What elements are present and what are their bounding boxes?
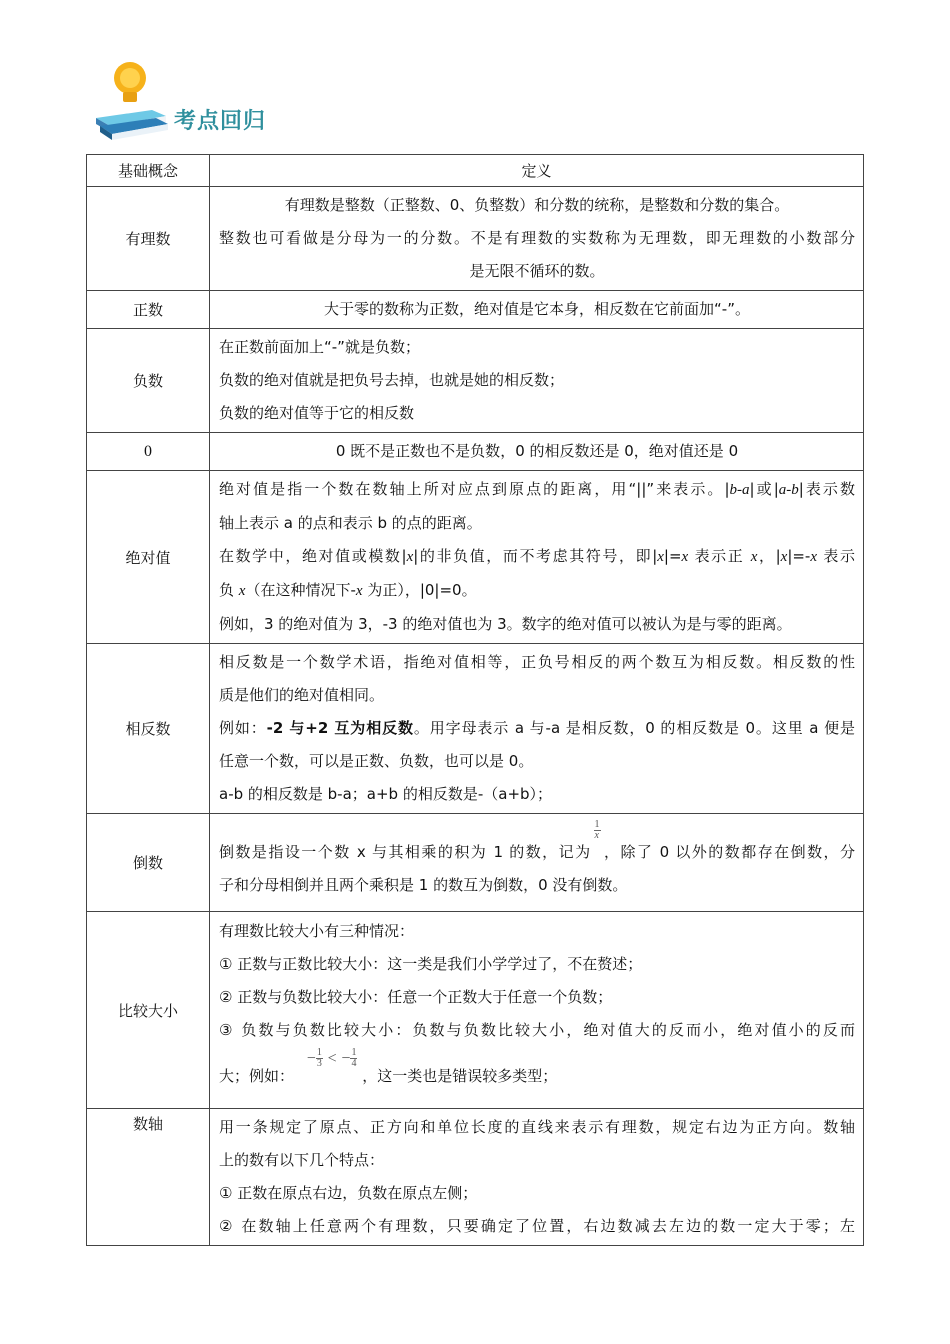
definition-negative xyxy=(210,329,864,433)
definition-line: 子和分母相倒并且两个乘积是 1 的数互为倒数，0 没有倒数。 xyxy=(219,875,628,894)
table-row xyxy=(87,187,864,291)
term-negative: 负数 xyxy=(87,329,210,433)
header-term: 基础概念 xyxy=(87,155,210,187)
definition-line: ② 正数与负数比较大小：任意一个正数大于任意一个负数； xyxy=(219,987,613,1006)
definition-line: 0 既不是正数也不是负数，0 的相反数还是 0，绝对值还是 0 xyxy=(335,442,739,460)
definition-line: 大于零的数称为正数，绝对值是它本身，相反数在它前面加“-”。 xyxy=(324,300,750,318)
definition-line: 负数的绝对值等于它的相反数 xyxy=(219,404,415,422)
definition-rational xyxy=(210,187,864,291)
table-header-row xyxy=(87,155,864,187)
fraction-one-over-x: $\frac{1}{x}$ xyxy=(594,818,600,841)
concept-table xyxy=(86,154,864,1246)
definition-line: 任意一个数，可以是正数、负数，也可以是 0。 xyxy=(219,752,534,770)
definition-compare xyxy=(210,912,864,1109)
term-zero: 0 xyxy=(87,433,210,471)
definition-line: 用一条规定了原点、正方向和单位长度的直线来表示有理数，规定右边为正方向。数轴 xyxy=(219,1118,855,1136)
table-row xyxy=(87,291,864,329)
definition-line: ① 正数与正数比较大小：这一类是我们小学学过了，不在赘述； xyxy=(219,954,643,973)
definition-line: 质是他们的绝对值相同。 xyxy=(219,686,385,704)
definition-line: 整数也可看做是分母为一的分数。不是有理数的实数称为无理数，即无理数的小数部分 xyxy=(219,229,855,247)
term-numberline: 数轴 xyxy=(87,1109,210,1246)
table-row xyxy=(87,471,864,644)
definition-line: ① 正数在原点右边，负数在原点左侧； xyxy=(219,1184,478,1202)
definition-line: a-b 的相反数是 b-a；a+b 的相反数是-（a+b）； xyxy=(219,785,553,803)
definition-line: 是无限不循环的数。 xyxy=(469,262,605,280)
definition-absolute xyxy=(210,471,864,644)
definition-line: ③ 负数与负数比较大小：负数与负数比较大小，绝对值大的反而小，绝对值小的反而 xyxy=(219,1020,855,1039)
definition-line: 负 x（在这种情况下-x 为正），|0|=0。 xyxy=(219,581,477,599)
definition-line: 大；例如： − $\frac{1}{3}$ < − $\frac{1}{4}$ ，这一类也是错误较多类型； xyxy=(219,1047,855,1106)
table-row xyxy=(87,912,864,1109)
definition-positive xyxy=(210,291,864,329)
definition-line: 绝对值是指一个数在数轴上所对应点到原点的距离，用“||”来表示。|b-a|或|a-b|表示数 xyxy=(219,480,855,498)
definition-zero xyxy=(210,433,864,471)
definition-line: 例如，3 的绝对值为 3，-3 的绝对值也为 3。数字的绝对值可以被认为是与零的距离。 xyxy=(219,615,792,633)
definition-line: 有理数比较大小有三种情况： xyxy=(219,921,415,940)
term-opposite: 相反数 xyxy=(87,644,210,814)
definition-line: 负数的绝对值就是把负号去掉，也就是她的相反数； xyxy=(219,371,565,389)
definition-numberline xyxy=(210,1109,864,1246)
table-row xyxy=(87,329,864,433)
term-absolute: 绝对值 xyxy=(87,471,210,644)
header-definition: 定义 xyxy=(210,155,864,187)
definition-line: 相反数是一个数学术语，指绝对值相等，正负号相反的两个数互为相反数。相反数的性 xyxy=(219,653,855,671)
definition-line: ② 在数轴上任意两个有理数，只要确定了位置，右边数减去左边的数一定大于零；左 xyxy=(219,1217,855,1235)
definition-line: 轴上表示 a 的点和表示 b 的点的距离。 xyxy=(219,514,482,532)
definition-reciprocal xyxy=(210,814,864,912)
term-rational: 有理数 xyxy=(87,187,210,291)
table-row xyxy=(87,644,864,814)
definition-line: 上的数有以下几个特点： xyxy=(219,1151,385,1169)
section-header xyxy=(92,58,392,148)
example-inequality: − $\frac{1}{3}$ < − $\frac{1}{4}$ xyxy=(306,1046,357,1069)
lightbulb-books-icon xyxy=(92,58,172,143)
definition-line: 在正数前面加上“-”就是负数； xyxy=(219,338,420,356)
term-compare: 比较大小 xyxy=(87,912,210,1109)
table-row xyxy=(87,814,864,912)
table-row xyxy=(87,433,864,471)
definition-line: 在数学中，绝对值或模数|x|的非负值，而不考虑其符号，即|x|=x 表示正 x，|x|=-x 表示 xyxy=(219,547,855,565)
term-reciprocal: 倒数 xyxy=(87,814,210,912)
section-title: 考点回归 xyxy=(174,109,267,134)
definition-line: 例如：-2 与+2 互为相反数。用字母表示 a 与-a 是相反数，0 的相反数是 0。这里 a 便是 xyxy=(219,719,855,737)
definition-line: 倒数是指设一个数 x 与其相乘的积为 1 的数，记为 $\frac{1}{x}$ ，除了 0 以外的数都存在倒数，分 xyxy=(219,818,855,861)
table-row xyxy=(87,1109,864,1246)
definition-opposite xyxy=(210,644,864,814)
term-positive: 正数 xyxy=(87,291,210,329)
definition-line: 有理数是整数（正整数、0、负整数）和分数的统称，是整数和分数的集合。 xyxy=(284,196,790,214)
